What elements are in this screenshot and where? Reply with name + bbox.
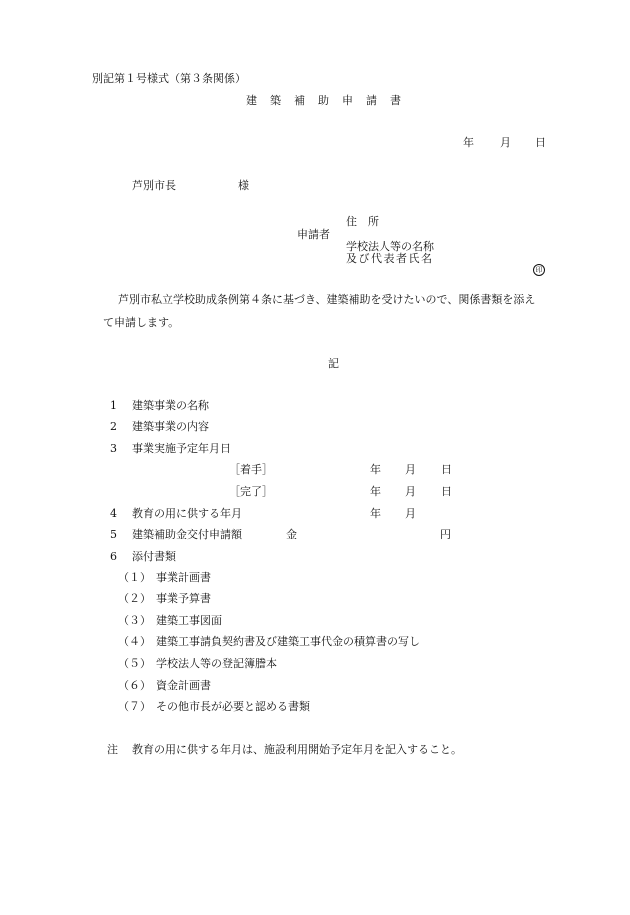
seal-mark: 印 [533, 264, 545, 276]
item-1-number: 1 [110, 399, 117, 412]
completion-day: 日 [441, 485, 452, 498]
item-5-label: 建築補助金交付申請額 [132, 528, 242, 541]
addressee-honorific: 様 [238, 179, 249, 192]
completion-year: 年 [370, 485, 381, 498]
applicant-org-name-label: 学校法人等の名称 [346, 240, 434, 253]
document-title: 建築補助申請書 [246, 94, 414, 107]
start-year: 年 [370, 463, 381, 476]
date-year: 年 [463, 136, 474, 149]
start-month: 月 [405, 463, 416, 476]
attachment-3-label: 建築工事図面 [156, 614, 222, 627]
attachment-4-number: （４） [118, 635, 151, 648]
completion-label: ［完了］ [229, 485, 273, 498]
item-1-label: 建築事業の名称 [132, 399, 209, 412]
attachment-2-label: 事業予算書 [156, 592, 211, 605]
amount-yen: 円 [440, 528, 451, 541]
attachment-4-label: 建築工事請負契約書及び建築工事代金の積算書の写し [156, 635, 420, 648]
attachment-5-label: 学校法人等の登記簿謄本 [156, 657, 277, 670]
start-label: ［着手］ [229, 463, 273, 476]
item-2-number: 2 [110, 420, 117, 433]
attachment-2-number: （２） [118, 592, 151, 605]
applicant-label: 申請者 [297, 228, 330, 241]
attachment-7-number: （７） [118, 700, 151, 713]
item-4-number: 4 [110, 507, 117, 520]
note-label: 注 [107, 743, 118, 756]
education-month: 月 [405, 507, 416, 520]
attachment-6-label: 資金計画書 [156, 679, 211, 692]
attachment-1-number: （１） [118, 571, 151, 584]
item-6-label: 添付書類 [132, 550, 176, 563]
applicant-address-label: 住 所 [346, 215, 379, 228]
date-day: 日 [535, 136, 546, 149]
attachment-1-label: 事業計画書 [156, 571, 211, 584]
item-6-number: 6 [110, 550, 117, 563]
item-5-number: 5 [110, 528, 117, 541]
body-text-line1: 芦別市私立学校助成条例第４条に基づき、建築補助を受けたいので、関係書類を添え [118, 293, 536, 306]
addressee-name: 芦別市長 [132, 179, 176, 192]
attachment-7-label: その他市長が必要と認める書類 [156, 700, 310, 713]
education-year: 年 [370, 507, 381, 520]
amount-kin: 金 [286, 528, 297, 541]
completion-month: 月 [405, 485, 416, 498]
note-text: 教育の用に供する年月は、施設利用開始予定年月を記入すること。 [132, 743, 462, 756]
item-3-number: 3 [110, 442, 117, 455]
item-3-label: 事業実施予定年月日 [132, 442, 231, 455]
attachment-3-number: （３） [118, 614, 151, 627]
form-label: 別記第１号様式（第３条関係） [92, 72, 246, 85]
date-month: 月 [500, 136, 511, 149]
ki-heading: 記 [328, 357, 339, 370]
item-4-label: 教育の用に供する年月 [132, 507, 242, 520]
applicant-representative-label: 及び代表者氏名 [346, 252, 434, 265]
attachment-5-number: （５） [118, 657, 151, 670]
item-2-label: 建築事業の内容 [132, 420, 209, 433]
start-day: 日 [441, 463, 452, 476]
attachment-6-number: （６） [118, 679, 151, 692]
body-text-line2: て申請します。 [103, 316, 180, 329]
